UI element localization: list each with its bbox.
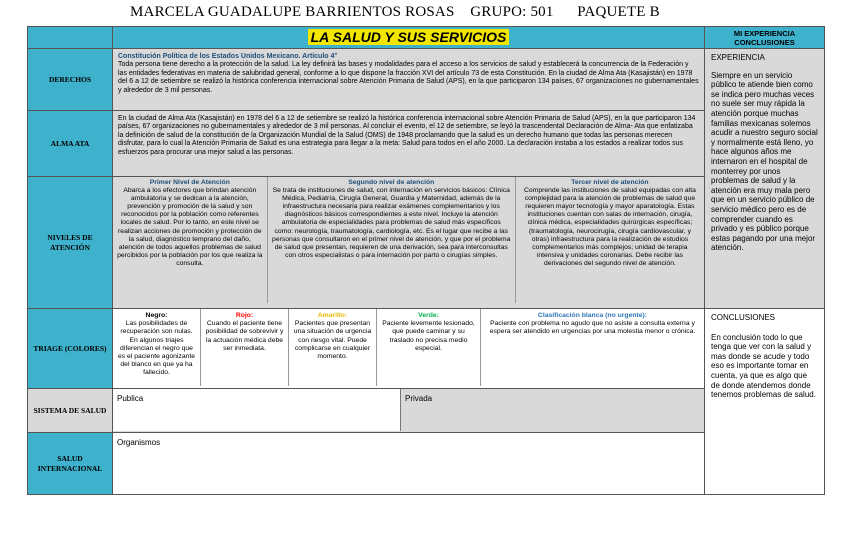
group-label: GRUPO: 501 — [470, 4, 554, 20]
document-header — [130, 4, 660, 21]
row-label-internacional: SALUD INTERNACIONAL — [28, 433, 113, 495]
level-tercer-text: Comprende las instituciones de salud equipadas con alta complejidad para la atención de problemas de salud que requieren mayor tecnología y mayor aparatología. Estas instituciones cuentan con salas de internación, cirugía, clínica médica, especialidades quirúrgicas específicas; (traumatología, neurocirugía, cirugía cardiovascular, y otras) infraestructura para la realización de estudios complementarios más complejos; unidad de terapia intensiva y unidades coronarias. Debe recibir las derivaciones del segundo nivel de atención. — [523, 187, 696, 267]
triage-label: Verde: — [418, 312, 439, 319]
triage-label: Amarillo: — [317, 312, 348, 319]
experience-text: Siempre en un servicio público te atiende bien como se indica pero muchas veces no suele ser muy rápida la atención porque muchas familias mexicanas solemos acudir a nuestro seguro social y normalmente está lleno, yo hace algunos años me internaron en el hospital de monterrey por unos problemas de salud y la atención era muy mala pero que en un servicio público de servicio médico pero es de comprender cuando es privado y es público porque estas pagando por una mejor atención. — [711, 70, 818, 253]
level-primer-text: Abarca a los efectores que brindan atención ambulatoria y se dedican a la atención, prevención y promoción de la salud y son reconocidos por la población como referentes locales de salud. Por lo tanto, en este nivel se realizan acciones de promoción y protección de la salud, diagnóstico temprano del daño, atención de todos aquellos problemas de salud percibidos por la población por los que realiza la consulta. — [117, 187, 263, 267]
row-label-derechos: DERECHOS — [28, 49, 113, 111]
derechos-subtitle: Constitución Política de los Estados Unidos Mexicano. Artículo 4° — [118, 53, 338, 60]
experience-cell — [705, 49, 825, 309]
title-cell — [113, 27, 705, 49]
level-segundo — [267, 177, 515, 303]
alma-ata-text: En la ciudad de Alma Ata (Kasajistán) en 1978 del 6 a 12 de setiembre se realizó la histórica conferencia internacional sobre Atención Primaria de Salud (APS), en la que participaron 134 países, 67 organizaciones no gubernamentales y alrededor de 3 mil personas. Al concluir el evento, el 12 de setiembre, se leyó la trascendental Declaración de Alma- Ata que enfatizaba la definición de salud de la constitución de la Organización Mundial de la Salud (OMS) de 1948 proclamando que la salud es un derecho humano que todas las personas merecen disfrutar, para lo cual la Atención Primaria de Salud es una estrategia para llegar a la meta: Salud para todos en el año 2000. La declaración instaba a los estados a realizar todos sus esfuerzos para procurar una mejor salud a las personas. — [118, 115, 696, 156]
conclusions-text: En conclusión todo lo que tenga que ver con la salud y mas donde se acude y todo eso es importante tomar en cuenta, ya que es algo que de donde atendemos donde tenemos problemas de salud. — [711, 332, 816, 400]
triage-amarillo — [289, 309, 377, 386]
triage-cell — [113, 309, 705, 389]
row-label-niveles: NIVELES DE ATENCIÓN — [28, 177, 113, 309]
row-label-sistema: SISTEMA DE SALUD — [28, 389, 113, 433]
alma-ata-cell — [113, 111, 705, 177]
conclusions-cell — [705, 309, 825, 495]
level-primer — [113, 177, 267, 303]
corner-cell — [28, 27, 113, 49]
triage-text: Las posibilidades de recuperación son nulas. En algunos triajes diferencian el negro que es el paciente agonizante del blanco en que ya ha fallecido. — [117, 320, 196, 377]
triage-text: Paciente levemente lesionado, que puede caminar y su traslado no precisa medio especial. — [382, 320, 475, 352]
sistema-cell — [113, 389, 705, 433]
internacional-cell — [113, 433, 705, 495]
row-label-alma-ata: ALMA ATA — [28, 111, 113, 177]
level-segundo-title: Segundo nivel de atención — [348, 179, 435, 186]
experience-heading: EXPERIENCIA — [711, 53, 765, 62]
triage-label: Clasificación blanca (no urgente): — [537, 312, 648, 319]
triage-text: Cuando el paciente tiene posibilidad de sobrevivir y la actuación médica debe ser inmediata. — [205, 320, 284, 352]
triage-text: Paciente con problema no agudo que no asiste a consulta externa y espera ser atendido en urgencias por una molestia menor o crónica. — [489, 320, 696, 336]
row-label-triage: TRIAGE (COLORES) — [28, 309, 113, 389]
level-primer-title: Primer Nivel de Atención — [149, 179, 230, 186]
niveles-cell — [113, 177, 705, 309]
experience-header: MI EXPERIENCIA CONCLUSIONES — [705, 27, 825, 49]
health-services-table — [27, 26, 825, 495]
internacional-organismos: Organismos — [113, 433, 704, 493]
page-title: LA SALUD Y SUS SERVICIOS — [308, 29, 510, 45]
triage-blanco — [481, 309, 704, 386]
triage-text: Pacientes que presentan una situación de urgencia con riesgo vital. Puede complicarse en cualquier momento. — [293, 320, 372, 361]
package-label: PAQUETE B — [577, 4, 660, 20]
derechos-text: Toda persona tiene derecho a la protección de la salud. La ley definirá las bases y modalidades para el acceso a los servicios de salud y establecerá la concurrencia de la Federación y las entidades federativas en materia de salubridad general, conforme a lo que dispone la fracción XVI del artículo 73 de esta Constitución. En la ciudad de Alma Ata (Kasajistán) en 1978 del 6 a 12 de setiembre se realizó la histórica conferencia internacional sobre Atención Primaria de Salud (APS), en la que participaron 134 países, 67 organizaciones no gubernamentales y alrededor de 3 mil personas. — [118, 61, 699, 94]
triage-label: Negro: — [145, 312, 168, 319]
level-segundo-text: Se trata de instituciones de salud, con internación en servicios básicos: Clínica Médica, Pediatría, Cirugía General, Guardia y Maternidad, además de la infraestructura necesaria para realizar exámenes complementarios y los diagnósticos básicos correspondientes a este nivel. Incluye la atención ambulatoria de especialidades para problemas de salud más específicos como: neurología, traumatología, cardiología, etc. Es el lugar que recibe a las personas que consultaron en el primer nivel de atención, y que por el problema de salud que presentan, requieren de una derivación, sea para interconsultas con otros especialistas o para internación por parto o cirugías simples. — [272, 187, 511, 259]
triage-verde — [377, 309, 481, 386]
sistema-privada: Privada — [405, 394, 433, 403]
derechos-cell — [113, 49, 705, 111]
triage-label: Rojo: — [235, 312, 254, 319]
student-name: MARCELA GUADALUPE BARRIENTOS ROSAS — [130, 4, 455, 20]
level-tercer-title: Tercer nivel de atención — [571, 179, 649, 186]
triage-negro — [113, 309, 201, 386]
triage-rojo — [201, 309, 289, 386]
conclusions-heading: CONCLUSIONES — [711, 313, 776, 322]
level-tercer — [515, 177, 704, 303]
sistema-publica: Publica — [113, 389, 401, 431]
